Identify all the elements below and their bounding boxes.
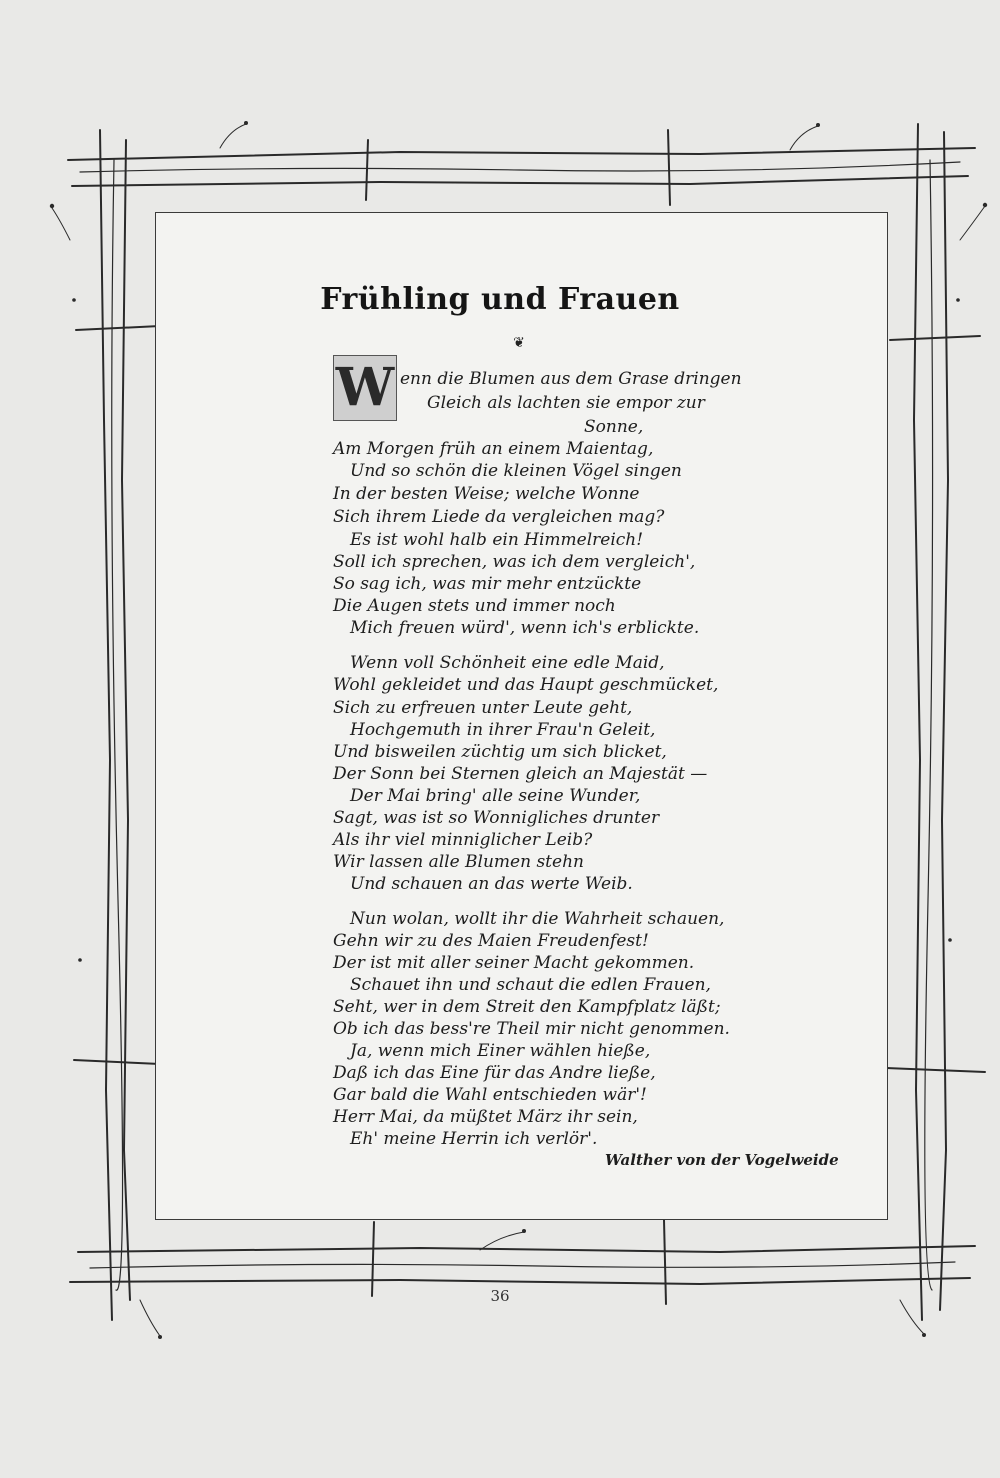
poem-line: Wohl gekleidet und das Haupt geschmücket,: [333, 675, 719, 695]
ornament-icon: ❦: [513, 335, 525, 351]
poem-line: Und so schön die kleinen Vögel singen: [350, 461, 682, 481]
poem-line: Nun wolan, wollt ihr die Wahrheit schauen,: [350, 909, 725, 929]
poem-line: Es ist wohl halb ein Himmelreich!: [350, 530, 644, 550]
poem-line: Die Augen stets und immer noch: [333, 596, 616, 616]
poem-line: Und schauen an das werte Weib.: [350, 874, 633, 894]
poem-line: Sagt, was ist so Wonnigliches drunter: [333, 808, 660, 828]
drop-cap-initial: W: [333, 355, 397, 421]
poem-line: Seht, wer in dem Streit den Kampfplatz läßt;: [333, 997, 721, 1017]
poem-line: Ja, wenn mich Einer wählen hieße,: [350, 1041, 651, 1061]
poem-line: Schauet ihn und schaut die edlen Frauen,: [350, 975, 711, 995]
poem-line: Sonne,: [584, 417, 644, 437]
poem-line: Und bisweilen züchtig um sich blicket,: [333, 742, 667, 762]
poem-line: Herr Mai, da müßtet März ihr sein,: [333, 1107, 638, 1127]
poem-line: Wenn voll Schönheit eine edle Maid,: [350, 653, 665, 673]
poem-line: Der ist mit aller seiner Macht gekommen.: [333, 953, 695, 973]
poem-line: enn die Blumen aus dem Grase dringen: [400, 369, 742, 389]
page-number: 36: [490, 1287, 510, 1305]
poem-line: Sich zu erfreuen unter Leute geht,: [333, 698, 633, 718]
poem-line: Gleich als lachten sie empor zur: [427, 393, 705, 413]
poem-line: Daß ich das Eine für das Andre ließe,: [333, 1063, 656, 1083]
poem-line: Eh' meine Herrin ich verlör'.: [350, 1129, 598, 1149]
poem-line: Am Morgen früh an einem Maientag,: [333, 439, 654, 459]
poem-line: Der Mai bring' alle seine Wunder,: [350, 786, 641, 806]
poem-line: Als ihr viel minniglicher Leib?: [333, 830, 593, 850]
poem-title: Frühling und Frauen: [320, 282, 680, 317]
poem-line: In der besten Weise; welche Wonne: [333, 484, 640, 504]
poem-line: Soll ich sprechen, was ich dem vergleich',: [333, 552, 696, 572]
poem-line: Hochgemuth in ihrer Frau'n Geleit,: [350, 720, 656, 740]
poem-line: Ob ich das bess're Theil mir nicht genommen.: [333, 1019, 730, 1039]
poem-line: Gehn wir zu des Maien Freudenfest!: [333, 931, 649, 951]
poem-author: Walther von der Vogelweide: [605, 1151, 839, 1169]
poem-line: So sag ich, was mir mehr entzückte: [333, 574, 642, 594]
poem-line: Mich freuen würd', wenn ich's erblickte.: [350, 618, 700, 638]
poem-line: Sich ihrem Liede da vergleichen mag?: [333, 507, 665, 527]
poem-line: Gar bald die Wahl entschieden wär'!: [333, 1085, 647, 1105]
poem-line: Wir lassen alle Blumen stehn: [333, 852, 584, 872]
poem-line: Der Sonn bei Sternen gleich an Majestät —: [333, 764, 708, 784]
